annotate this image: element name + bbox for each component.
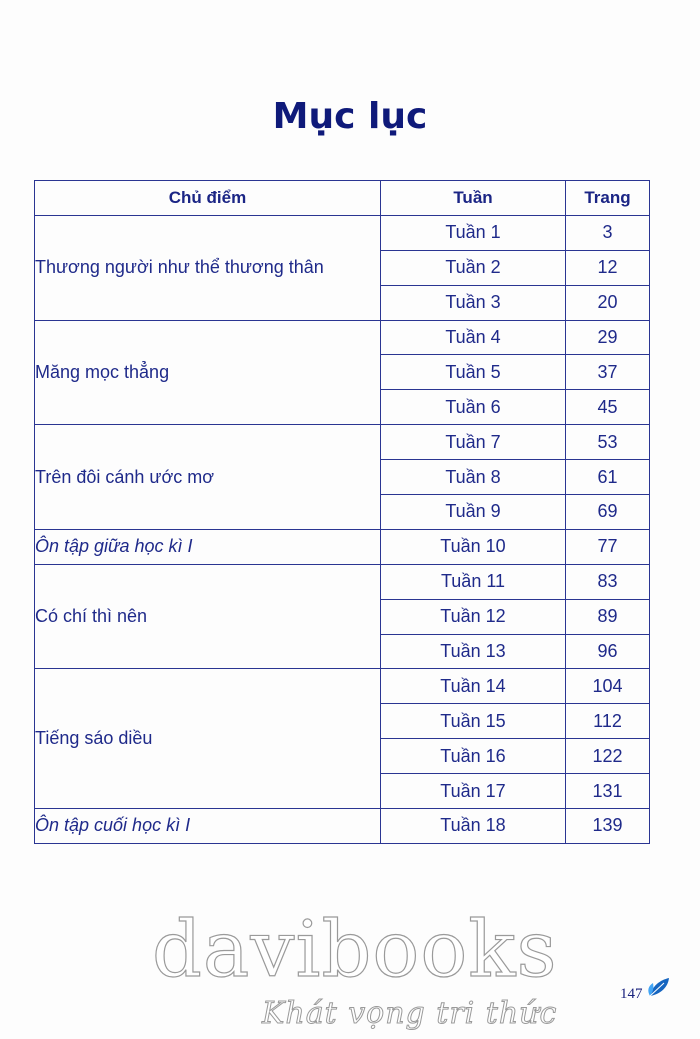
week-cell: Tuần 9: [381, 495, 566, 530]
watermark-slogan: Khát vọng tri thức: [262, 996, 558, 1031]
header-page: Trang: [566, 181, 650, 216]
week-cell: Tuần 13: [381, 634, 566, 669]
table-row: [35, 215, 650, 250]
page-cell[interactable]: 112: [566, 704, 650, 739]
topic-cell: Tiếng sáo diều: [35, 669, 381, 809]
page-cell[interactable]: 20: [566, 285, 650, 320]
table-row: [35, 669, 650, 704]
page-cell[interactable]: 61: [566, 460, 650, 495]
table-row: [35, 529, 650, 564]
topic-cell: Ôn tập giữa học kì I: [35, 529, 381, 564]
page-cell[interactable]: 89: [566, 599, 650, 634]
week-cell: Tuần 6: [381, 390, 566, 425]
page-cell[interactable]: 139: [566, 809, 650, 844]
week-cell: Tuần 1: [381, 215, 566, 250]
table-row: [35, 425, 650, 460]
table-row: [35, 320, 650, 355]
header-week: Tuần: [381, 181, 566, 216]
week-cell: Tuần 3: [381, 285, 566, 320]
page-cell[interactable]: 104: [566, 669, 650, 704]
week-cell: Tuần 8: [381, 460, 566, 495]
watermark-brand: davibooks: [152, 905, 558, 995]
week-cell: Tuần 5: [381, 355, 566, 390]
week-cell: Tuần 17: [381, 774, 566, 809]
topic-cell: Măng mọc thẳng: [35, 320, 381, 425]
table-header-row: [35, 181, 650, 216]
week-cell: Tuần 11: [381, 564, 566, 599]
week-cell: Tuần 15: [381, 704, 566, 739]
week-cell: Tuần 18: [381, 809, 566, 844]
week-cell: Tuần 2: [381, 250, 566, 285]
topic-cell: Thương người như thể thương thân: [35, 215, 381, 320]
toc-body: [35, 215, 650, 843]
table-row: [35, 564, 650, 599]
page-cell[interactable]: 96: [566, 634, 650, 669]
topic-cell: Trên đôi cánh ước mơ: [35, 425, 381, 530]
page-cell[interactable]: 69: [566, 495, 650, 530]
topic-cell: Ôn tập cuối học kì I: [35, 809, 381, 844]
page-cell[interactable]: 37: [566, 355, 650, 390]
table-row: [35, 809, 650, 844]
week-cell: Tuần 14: [381, 669, 566, 704]
header-topic: Chủ điểm: [35, 181, 381, 216]
topic-cell: Có chí thì nên: [35, 564, 381, 669]
page-cell[interactable]: 53: [566, 425, 650, 460]
week-cell: Tuần 16: [381, 739, 566, 774]
page-cell[interactable]: 3: [566, 215, 650, 250]
page-cell[interactable]: 83: [566, 564, 650, 599]
week-cell: Tuần 12: [381, 599, 566, 634]
page-cell[interactable]: 122: [566, 739, 650, 774]
page-cell[interactable]: 45: [566, 390, 650, 425]
leaf-icon: [646, 974, 672, 1000]
page-cell[interactable]: 77: [566, 529, 650, 564]
week-cell: Tuần 10: [381, 529, 566, 564]
toc-table: [34, 180, 650, 844]
page-cell[interactable]: 29: [566, 320, 650, 355]
week-cell: Tuần 4: [381, 320, 566, 355]
page-number: 147: [620, 986, 643, 1002]
page-cell[interactable]: 131: [566, 774, 650, 809]
week-cell: Tuần 7: [381, 425, 566, 460]
page-cell[interactable]: 12: [566, 250, 650, 285]
page-title: Mục lục: [272, 96, 428, 137]
